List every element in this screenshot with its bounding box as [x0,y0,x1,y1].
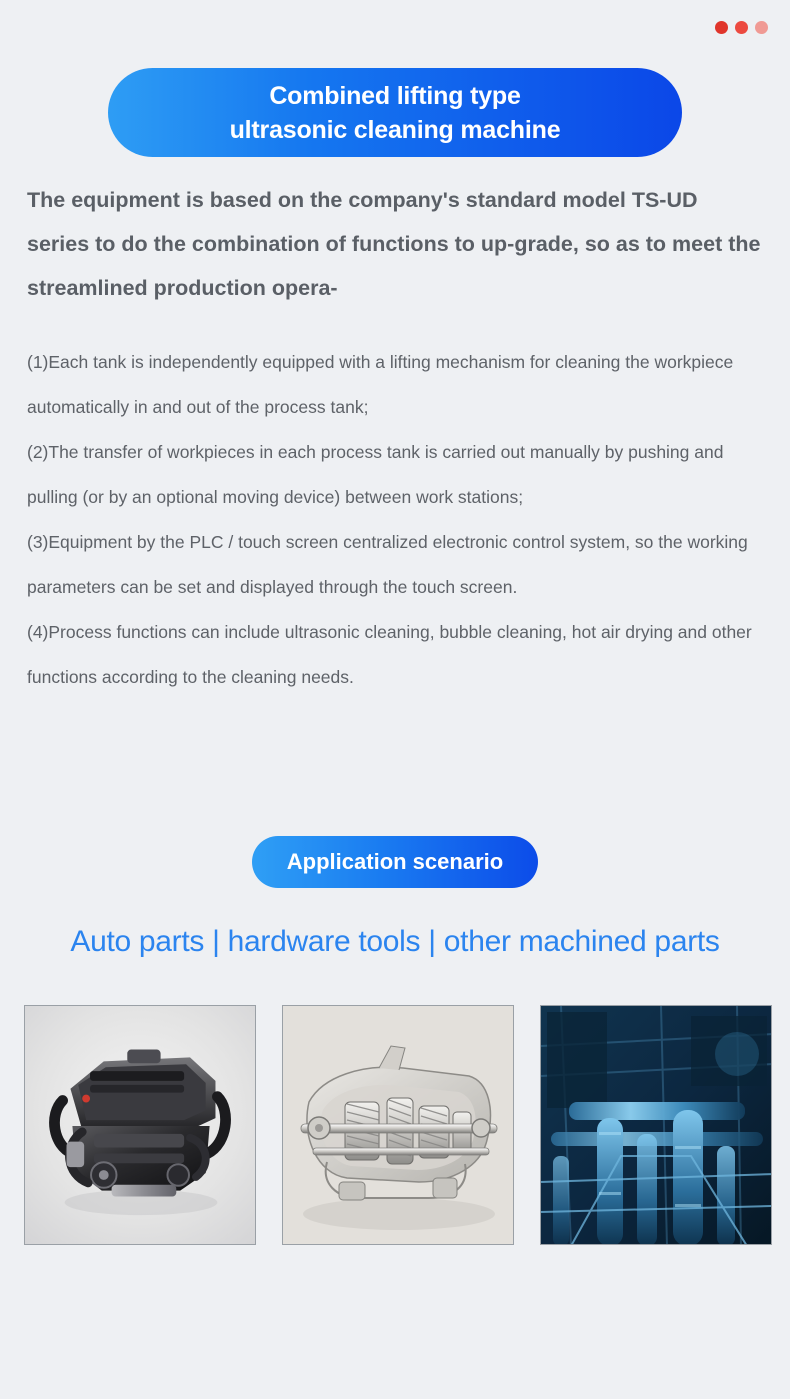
industrial-pipes-photo [540,1005,772,1245]
gearbox-illustration [283,1006,514,1245]
maximize-icon[interactable] [755,21,768,34]
feature-item-4: (4)Process functions can include ultrasonic cleaning, bubble cleaning, hot air drying and other functions according to the cleaning needs. [27,622,752,687]
title-line-2: ultrasonic cleaning machine [229,115,561,144]
car-engine-photo [24,1005,256,1245]
close-icon[interactable] [715,21,728,34]
title-banner [0,68,790,157]
engine-illustration [43,1028,239,1224]
minimize-icon[interactable] [735,21,748,34]
window-controls [715,21,768,34]
scenario-subtitle: Auto parts | hardware tools | other machined parts [70,925,720,958]
gearbox-cutaway-photo [282,1005,514,1245]
feature-item-2: (2)The transfer of workpieces in each process tank is carried out manually by pushing and pulling (or by an optional moving device) between work stations; [27,442,724,507]
feature-list [27,340,767,700]
feature-item-3: (3)Equipment by the PLC / touch screen centralized electronic control system, so the working parameters can be set and displayed through the touch screen. [27,532,748,597]
feature-item-1: (1)Each tank is independently equipped with a lifting mechanism for cleaning the workpiece automatically in and out of the process tank; [27,352,734,417]
image-gallery [24,1005,772,1245]
pipes-illustration [541,1006,772,1245]
lead-paragraph: The equipment is based on the company's standard model TS-UD series to do the combination of functions to up-grade, so as to meet the streamlined production opera- [27,188,761,300]
application-scenario-pill: Application scenario [252,836,538,888]
title-line-1: Combined lifting type [269,81,521,110]
scenario-banner [0,836,790,888]
title-pill [108,68,682,157]
